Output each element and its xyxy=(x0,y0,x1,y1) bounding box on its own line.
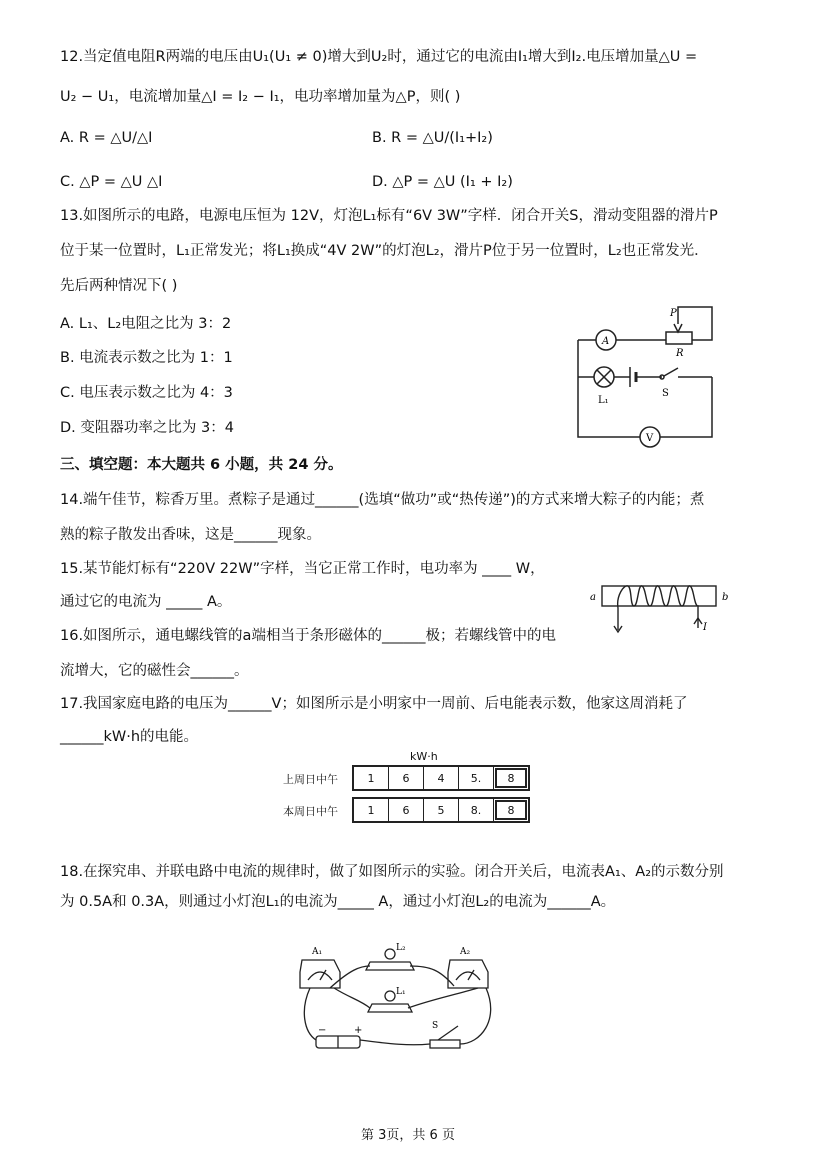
q15-line1: 15.某节能灯标有“220V 22W”字样，当它正常工作时，电功率为 ____ W， xyxy=(60,561,545,577)
q13-s-label: S xyxy=(662,388,669,399)
q18-plus-label: + xyxy=(354,1025,363,1036)
q13-r-label: R xyxy=(676,348,684,359)
q18-minus-label: − xyxy=(318,1025,327,1036)
q12-line2: U₂ − U₁，电流增加量△I = I₂ − I₁，电功率增加量为△P，则( ) xyxy=(60,89,461,105)
q13-option-a: A. L₁、L₂电阻之比为 3：2 xyxy=(60,316,232,332)
q13-circuit-diagram xyxy=(570,302,720,452)
q13-l1-label: L₁ xyxy=(598,395,609,406)
q16-line1: 16.如图所示，通电螺线管的a端相当于条形磁体的______极；若螺线管中的电 xyxy=(60,628,556,644)
meter-unit: kW·h xyxy=(410,750,438,763)
section3-heading: 三、填空题：本大题共 6 小题，共 24 分。 xyxy=(60,457,343,473)
q17-line2: ______kW·h的电能。 xyxy=(60,729,199,745)
q13-option-c: C. 电压表示数之比为 4：3 xyxy=(60,385,233,401)
q18-line2: 为 0.5A和 0.3A，则通过小灯泡L₁的电流为_____ A，通过小灯泡L₂的电流为______A。 xyxy=(60,894,616,910)
meter-row2-digit: 5 xyxy=(424,799,459,821)
q16-line2: 流增大，它的磁性会______。 xyxy=(60,663,249,679)
q16-i-label: I xyxy=(703,622,707,633)
q13-ammeter-label: A xyxy=(602,336,610,347)
meter-row2-display xyxy=(352,797,530,823)
q18-l1-label: L₁ xyxy=(396,987,406,997)
meter-row1-display xyxy=(352,765,530,791)
q18-l2-label: L₂ xyxy=(396,943,406,953)
meter-row2-label: 本周日中午 xyxy=(283,805,338,818)
q16-b-label: b xyxy=(722,592,729,603)
q12-line1: 12.当定值电阻R两端的电压由U₁(U₁ ≠ 0)增大到U₂时，通过它的电流由I₁增大到I₂.电压增加量△U = xyxy=(60,49,698,65)
q14-line2: 熟的粽子散发出香味，这是______现象。 xyxy=(60,527,321,543)
q13-line2: 位于某一位置时，L₁正常发光；将L₁换成“4V 2W”的灯泡L₂，滑片P位于另一位置时，L₂也正常发光． xyxy=(60,243,709,259)
q18-apparatus-diagram xyxy=(290,940,500,1060)
q13-line1: 13.如图所示的电路，电源电压恒为 12V，灯泡L₁标有“6V 3W”字样．闭合开关S，滑动变阻器的滑片P xyxy=(60,208,718,224)
q12-option-d: D. △P = △U (I₁ + I₂) xyxy=(372,174,513,190)
q13-line3: 先后两种情况下( ) xyxy=(60,278,178,294)
q18-s-label: S xyxy=(432,1021,439,1031)
meter-row1-digit: 4 xyxy=(424,767,459,789)
meter-row1-digit: 6 xyxy=(389,767,424,789)
meter-row2-digit: 6 xyxy=(389,799,424,821)
q15-line2: 通过它的电流为 _____ A。 xyxy=(60,594,232,610)
q18-a1-label: A₁ xyxy=(312,947,323,957)
meter-row1-digit: 8 xyxy=(495,768,527,788)
q16-solenoid-diagram xyxy=(590,578,740,640)
meter-row1-label: 上周日中午 xyxy=(283,773,338,786)
meter-row1-digit: 5. xyxy=(459,767,494,789)
q12-option-b: B. R = △U/(I₁+I₂) xyxy=(372,130,493,146)
q12-option-c: C. △P = △U △I xyxy=(60,174,163,190)
q18-line1: 18.在探究串、并联电路中电流的规律时，做了如图所示的实验。闭合开关后，电流表A₁、A₂的示数分别 xyxy=(60,864,724,880)
q13-p-label: P xyxy=(670,308,677,319)
meter-row2-digit: 8 xyxy=(495,800,527,820)
q12-option-a: A. R = △U/△I xyxy=(60,130,153,146)
q13-option-d: D. 变阻器功率之比为 3：4 xyxy=(60,420,234,436)
meter-row1-digit: 1 xyxy=(354,767,389,789)
meter-row2-digit: 1 xyxy=(354,799,389,821)
meter-row2-digit: 8. xyxy=(459,799,494,821)
q16-a-label: a xyxy=(590,592,596,603)
q13-voltmeter-label: V xyxy=(646,433,654,444)
page-footer: 第 3页，共 6 页 xyxy=(361,1128,455,1143)
q13-option-b: B. 电流表示数之比为 1：1 xyxy=(60,350,233,366)
q18-a2-label: A₂ xyxy=(460,947,471,957)
q17-line1: 17.我国家庭电路的电压为______V；如图所示是小明家中一周前、后电能表示数，他家这周消耗了 xyxy=(60,696,688,712)
q14-line1: 14.端午佳节，粽香万里。煮粽子是通过______(选填“做功”或“热传递”)的方式来增大粽子的内能；煮 xyxy=(60,492,705,508)
